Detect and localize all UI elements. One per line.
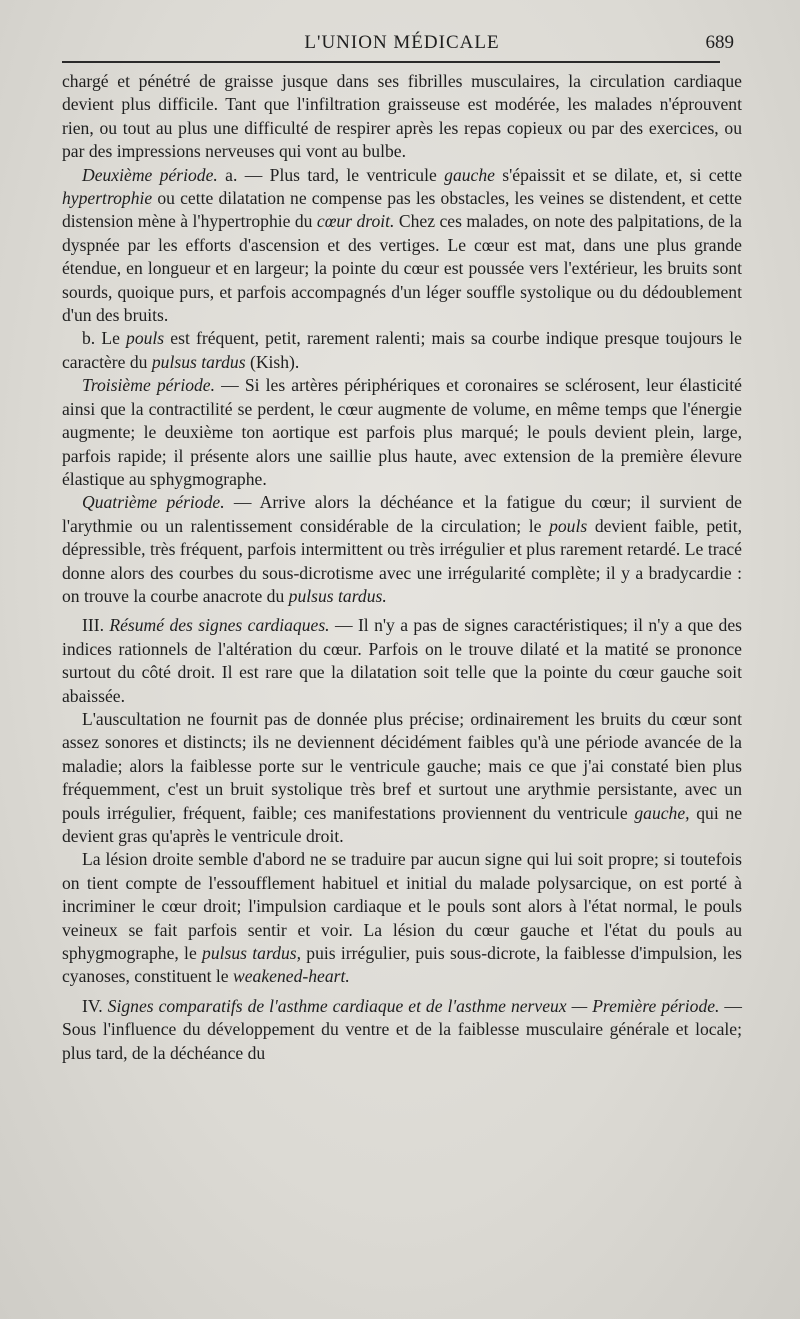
section-heading: Quatrième période. <box>82 492 225 513</box>
section-heading: Résumé des signes cardiaques. <box>109 615 330 636</box>
paragraph-resume-signes: III. Résumé des signes cardiaques. — Il n'y a pas de signes caractéristiques; il n'y a que des indices rationnels de l'altération du cœur. Parfois on le trouve dilaté et la matité se prononce surtout du côté droit. Il est rare que la dilatation soit telle que la pointe du cœur gauche soit abaissée. <box>62 615 743 706</box>
running-header <box>62 28 742 58</box>
article-body <box>62 70 742 1065</box>
paragraph-signes-comparatifs: IV. Signes comparatifs de l'asthme cardiaque et de l'asthme nerveux — Première période. — Sous l'influence du développement du ventre et de la faiblesse musculaire générale et locale; plus tard, de la déchéance du <box>62 995 743 1063</box>
paragraph-quatrieme-periode: Quatrième période. — Arrive alors la déchéance et la fatigue du cœur; il survient de l'arythmie ou un ralentissement considérable de la circulation; le pouls devient faible, petit, dépressible, très fréquent, parfois intermittent ou très irrégulier et plus rarement retardé. Le tracé donne alors des courbes du sous-dicrotisme avec une irrégularité complète; il y a bradycardie : on trouve la courbe anacrote du pulsus tardus. <box>62 492 742 606</box>
paragraph-troisieme-periode: Troisième période. — Si les artères périphériques et coronaires se sclérosent, leur élasticité ainsi que la contractilité se perdent, le cœur augmente de volume, en même temps que l'énergie augmente; le deuxième ton aortique est parfois plus marqué; le pouls devient plein, large, parfois rapide; il présente alors une saillie plus haute, avec extension de la première élevure élastique au sphygmographe. <box>62 375 742 489</box>
section-heading: Troisième période. <box>82 375 216 396</box>
section-heading: Deuxième période. <box>82 164 218 185</box>
paragraph-pouls: b. Le pouls est fréquent, petit, rarement ralenti; mais sa courbe indique presque toujours le caractère du pulsus tardus (Kish). <box>62 328 742 372</box>
paragraph-lesion-droite: La lésion droite semble d'abord ne se traduire par aucun signe qui lui soit propre; si toutefois on tient compte de l'essoufflement habituel et initial du malade polysarcique, on est porté à incriminer le cœur droit; l'impulsion cardiaque et le pouls sont alors à l'état normal, le pouls veineux se fait parfois sentir et voir. La lésion du cœur gauche et l'état du pouls au sphygmographe, le pulsus tardus, puis irrégulier, puis sous-dicrote, la faiblesse d'impulsion, les cyanoses, constituent le weakened-heart. <box>62 849 743 987</box>
paragraph-deuxieme-periode: Deuxième période. a. — Plus tard, le ventricule gauche s'épaissit et se dilate, et, si cette hypertrophie ou cette dilatation ne compense pas les obstacles, les veines se distendent, et cette distension mène à l'hypertrophie du cœur droit. Chez ces malades, on note des palpitations, de la dyspnée par les efforts d'ascension et des vertiges. Le cœur est mat, dans une plus grande étendue, en longueur et en largeur; la pointe du cœur est poussée vers l'extérieur, les bruits sont sourds, quoique purs, et parfois accompagnés d'un léger souffle systolique ou du dédoublement d'un des bruits. <box>62 164 743 326</box>
paragraph-auscultation: L'auscultation ne fournit pas de donnée plus précise; ordinairement les bruits du cœur sont assez sonores et distincts; ils ne deviennent décidément faibles qu'à une période avancée de la maladie; alors la faiblesse porte sur le ventricule gauche; mais ce que j'ai constaté bien plus fréquemment, c'est un bruit systolique très bref et surtout une arythmie persistante, avec un pouls irrégulier, fréquent, faible; ces manifestations proviennent du ventricule gauche, qui ne devient gras qu'après le ventricule droit. <box>62 708 742 846</box>
header-rule <box>62 61 720 63</box>
section-heading: Signes comparatifs de l'asthme cardiaque et de l'asthme nerveux — Première période. <box>107 995 720 1016</box>
paragraph-continuation: chargé et pénétré de graisse jusque dans ses fibrilles musculaires, la circulation cardiaque devient plus difficile. Tant que l'infiltration graisseuse est modérée, les malades n'éprouvent rien, ou tout au plus une difficulté de respirer après les repas copieux ou par des exercices, ou par des impressions nerveuses qui vont au bulbe. <box>62 71 742 162</box>
journal-title: L'UNION MÉDICALE <box>304 32 500 53</box>
page-number: 689 <box>705 32 734 53</box>
